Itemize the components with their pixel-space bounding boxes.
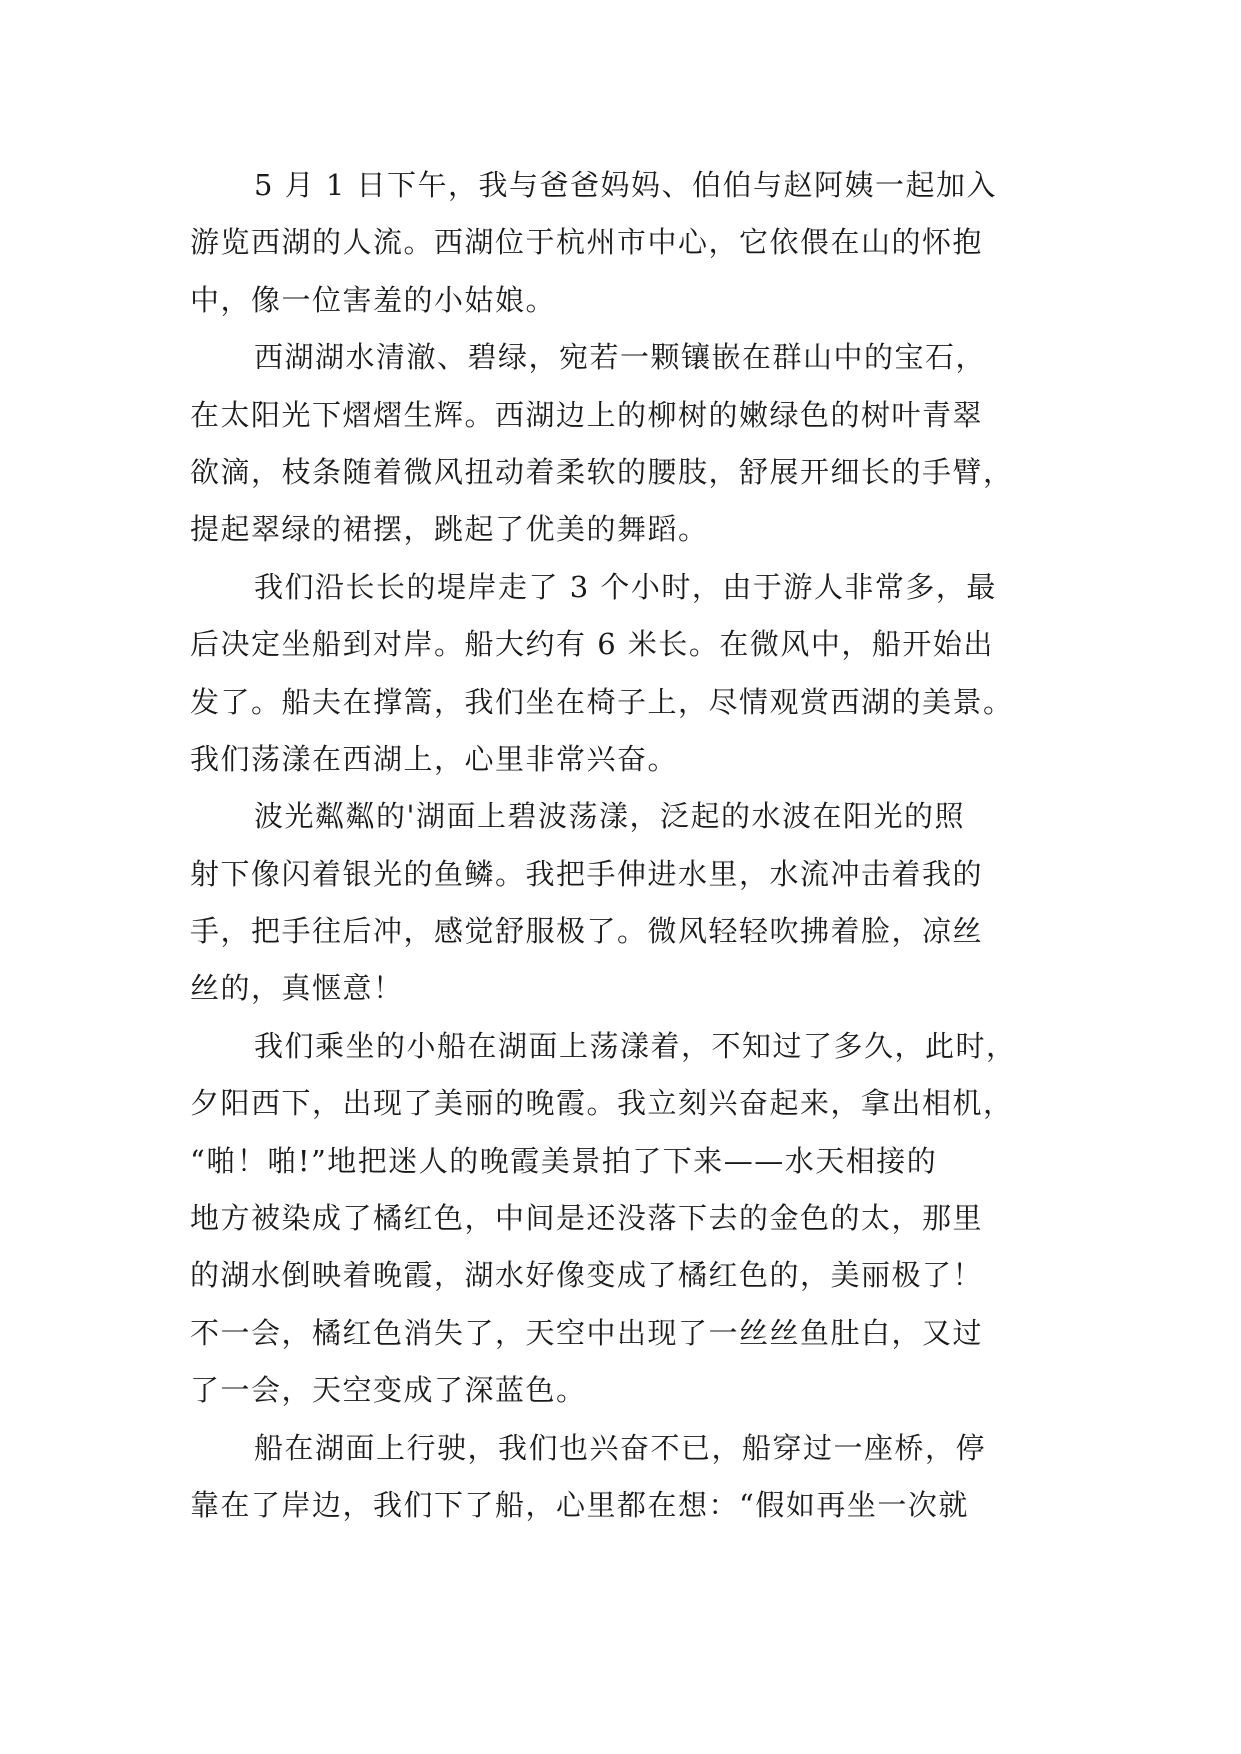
paragraph-4 xyxy=(190,788,1050,1018)
text-line: 地方被染成了橘红色，中间是还没落下去的金色的太，那里 xyxy=(190,1201,984,1236)
paragraph-1 xyxy=(190,157,1050,329)
text-line: 我们荡漾在西湖上，心里非常兴奋。 xyxy=(190,741,679,776)
text-line: 西湖湖水清澈、碧绿，宛若一颗镶嵌在群山中的宝石， xyxy=(254,340,987,375)
text-line: 在太阳光下熠熠生辉。西湖边上的柳树的嫩绿色的树叶青翠 xyxy=(190,397,984,432)
paragraph-3 xyxy=(190,559,1050,789)
text-line: 游览西湖的人流。西湖位于杭州市中心，它依偎在山的怀抱 xyxy=(190,225,984,260)
text-line: 丝的，真惬意！ xyxy=(190,971,404,1006)
paragraph-2 xyxy=(190,329,1050,559)
text-line: 欲滴，枝条随着微风扭动着柔软的腰肢，舒展开细长的手臂， xyxy=(190,454,1014,489)
text-line: 夕阳西下，出现了美丽的晚霞。我立刻兴奋起来，拿出相机， xyxy=(190,1086,1014,1121)
text-line: 靠在了岸边，我们下了船，心里都在想：“假如再坐一次就 xyxy=(190,1487,969,1522)
essay-body xyxy=(190,157,1050,1534)
text-line: 提起翠绿的裙摆，跳起了优美的舞蹈。 xyxy=(190,512,709,547)
text-line: 了一会，天空变成了深蓝色。 xyxy=(190,1373,587,1408)
text-line: 不一会，橘红色消失了，天空中出现了一丝丝鱼肚白，又过 xyxy=(190,1315,984,1350)
text-line: 船在湖面上行驶，我们也兴奋不已，船穿过一座桥，停 xyxy=(254,1430,987,1465)
text-line: 波光粼粼的'湖面上碧波荡漾，泛起的水波在阳光的照 xyxy=(254,799,965,834)
text-line: 后决定坐船到对岸。船大约有 6 米长。在微风中，船开始出 xyxy=(190,627,994,662)
text-line: “啪！啪!”地把迷人的晚霞美景拍了下来——水天相接的 xyxy=(190,1143,938,1178)
text-line: 我们沿长长的堤岸走了 3 个小时，由于游人非常多，最 xyxy=(254,569,997,604)
text-line: 的湖水倒映着晚霞，湖水好像变成了橘红色的，美丽极了！ xyxy=(190,1258,984,1293)
paragraph-5 xyxy=(190,1018,1050,1420)
text-line: 我们乘坐的小船在湖面上荡漾着，不知过了多久，此时， xyxy=(254,1028,1017,1063)
paragraph-6 xyxy=(190,1420,1050,1535)
text-line: 射下像闪着银光的鱼鳞。我把手伸进水里，水流冲击着我的 xyxy=(190,856,984,891)
text-line: 发了。船夫在撑篙，我们坐在椅子上，尽情观赏西湖的美景。 xyxy=(190,684,1014,719)
text-line: 5 月 1 日下午，我与爸爸妈妈、伯伯与赵阿姨一起加入 xyxy=(254,168,998,202)
text-line: 手，把手往后冲，感觉舒服极了。微风轻轻吹拂着脸，凉丝 xyxy=(190,914,984,949)
text-line: 中，像一位害羞的小姑娘。 xyxy=(190,282,557,317)
